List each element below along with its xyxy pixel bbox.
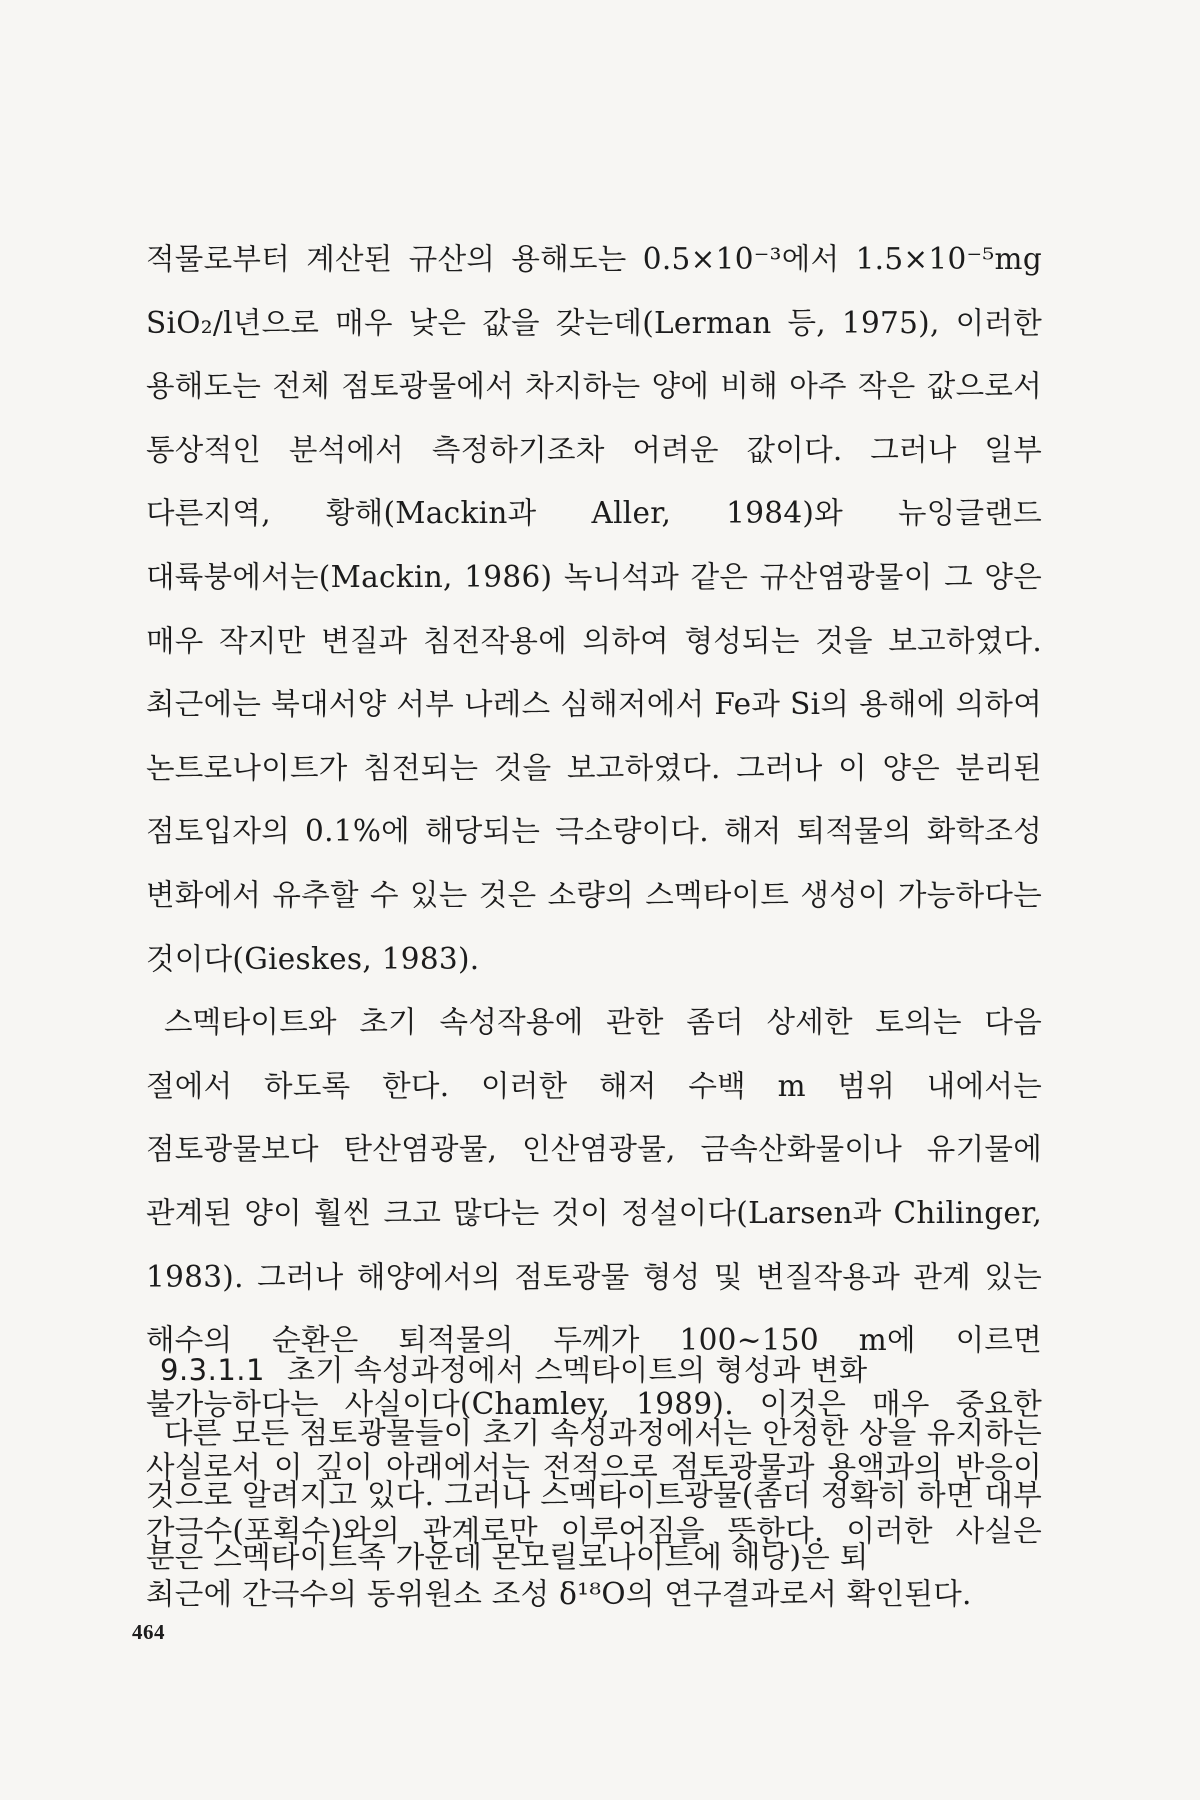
section-paragraph: 다른 모든 점토광물들이 초기 속성과정에서는 안정한 상을 유지하는 것으로 알려지고 있다. 그러나 스멕타이트광물(좀더 정확히 하면 대부분은 스멕타이트족 가운데 몬모릴로나이트에 해당)은 퇴 [146,1416,1042,1574]
page-number: 464 [132,1620,165,1644]
section-number: 9.3.1.1 [160,1353,265,1387]
section-heading [160,1348,868,1389]
paragraph-1: 적물로부터 계산된 규산의 용해도는 0.5×10⁻³에서 1.5×10⁻⁵mg SiO₂/l년으로 매우 낮은 값을 갖는데(Lerman 등, 1975), 이러한 용해도는 전체 점토광물에서 차지하는 양에 비해 아주 작은 값으로서 통상적인 분석에서 측정하기조차 어려운 값이다. 그러나 일부 다른지역, 황해(Mackin과 Aller, 1984)와 뉴잉글랜드 대륙붕에서는(Mackin, 1986) 녹니석과 같은 규산염광물이 그 양은 매우 작지만 변질과 침전작용에 의하여 형성되는 것을 보고하였다. 최근에는 북대서양 서부 나레스 심해저에서 Fe과 Si의 용해에 의하여 논트로나이트가 침전되는 것을 보고하였다. 그러나 이 양은 분리된 점토입자의 0.1%에 해당되는 극소량이다. 해저 퇴적물의 화학조성 변화에서 유추할 수 있는 것은 소량의 스멕타이트 생성이 가능하다는 것이다(Gieskes, 1983). [146,242,1042,976]
paragraph-2: 스멕타이트와 초기 속성작용에 관한 좀더 상세한 토의는 다음 절에서 하도록 한다. 이러한 해저 수백 m 범위 내에서는 점토광물보다 탄산염광물, 인산염광물, 금속산화물이나 유기물에 관계된 양이 훨씬 크고 많다는 것이 정설이다(Larsen과 Chilinger, 1983). 그러나 해양에서의 점토광물 형성 및 변질작용과 관계 있는 해수의 순환은 퇴적물의 두께가 100~150 m에 이르면 불가능하다는 사실이다(Chamley, 1989). 이것은 매우 중요한 사실로서 이 깊이 아래에서는 전적으로 점토광물과 용액과의 반응이 간극수(포획수)와의 관계로만 이루어짐을 뜻한다. 이러한 사실은 최근에 간극수의 동위원소 조성 δ¹⁸O의 연구결과로서 확인된다. [146,1005,1042,1612]
section-title: 초기 속성과정에서 스멕타이트의 형성과 변화 [286,1353,868,1387]
